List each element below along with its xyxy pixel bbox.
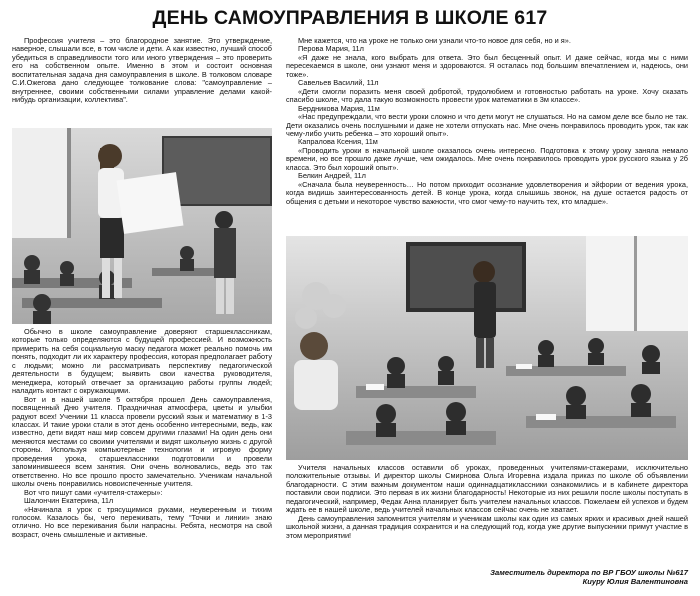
- paragraph: Вот и в нашей школе 5 октября прошел День самоуправления, посвященный Дню учителя. Праздничная атмосфера, цветы и улыбки радуют всех! Ученики 11 класса провели русский язык и математику в 1-3 классах. И такие уроки стали в этот день особенно интересными, ведь, как известно, дети видят наш мир совсем другими глазами! На один день они меняются местами со своими учителями и видят школьную жизнь с другой стороны. Используя компьютерные технологии и игровую форму проведения урока, старшеклассники подготовили и провели запоминившееся всем занятия. Они очень волновались, ведь это так ответственно. Но все прошло просто замечательно. Ученикам начальной школы очень понравились новоиспеченные учителя.: [12, 394, 272, 489]
- paragraph: День самоуправления запомнится учителям и ученикам школы как один из самых ярких и красивых дней нашей школьной жизни, а данная традиция сохранится и на следующий год, когда уже другие выпускники примут участие в этом мероприятии!: [286, 513, 688, 540]
- paragraph: Савельев Василий, 11л: [298, 78, 379, 88]
- paragraph: «Дети смогли поразить меня своей добротой, трудолюбием и готовностью работать на уроке. Хочу сказать спасибо школе, что дала такую возможность провести урок математики в 3м классе».: [286, 86, 688, 105]
- left-column-bottom-text: [12, 328, 272, 539]
- paragraph: Обычно в школе самоуправление доверяют старшеклассникам, которые только определяются с будущей профессией. И возможность примерить на себя социальную маску педагога может реально помочь им понять, подходит ли их характеру профессия, которая предполагает работу с людьми; можно ли рассматривать перспективу педагогической деятельности в будущем; выявить свои качества руководителя, менеджера, который отвечает за организацию работы группы людей; наладить контакт с окружающими.: [12, 327, 272, 396]
- paragraph: Вот что пишут сами «учителя-стажеры»:: [24, 487, 163, 497]
- left-column-top-text: [12, 37, 272, 105]
- paragraph: Шалончин Екатерина, 11л: [24, 496, 114, 506]
- paragraph: «Нас предупреждали, что вести уроки сложно и что дети могут не слушаться. Но на самом деле все было не так. Дети оказались очень послушными и даже не хотели отпускать нас. Мне очень понравилось проводить урок, так как чему-либо учить ребенка – это хороший опыт».: [286, 112, 688, 138]
- paragraph: Учителя начальных классов оставили об уроках, проведенных учителями-стажерами, исключительно положительные отзывы. И директор школы Смирнова Ольга Игоревна издала приказ по школе об объявлении благодарности. С этим важным документом наши одиннадцатиклассники ознакомились и в кабинете директора поставили свои подписи. Это первая в их жизни благодарность! Некоторые из них решили после школы поступать в педагогический, например, Федак Анна планирует быть учителем начальных классов. Пожелаем ей успехов и будем ждать ее в нашей школе, ведь учителей начальных классов сейчас очень не хватает.: [286, 463, 688, 515]
- signature: [490, 568, 688, 586]
- paragraph: «Проводить уроки в начальной школе оказалось очень интересно. Подготовка к этому уроку заняла немало времени, но все прошло даже лучше, чем ожидалось. Мне очень понравилось проводить урок русского языка у 2б класса. Это был хороший опыт».: [286, 145, 688, 172]
- right-column-top-text: [286, 37, 688, 206]
- paragraph: Бердникова Мария, 11м: [298, 103, 380, 113]
- paragraph: «Я даже не знала, кого выбрать для ответа. Это был бесценный опыт. И даже сейчас, когда мы с ними пересекаемся в школе, они узнают меня и здороваются. Я осталась под большим впечатлением и, надеюсь, они тоже».: [286, 52, 688, 79]
- right-column-bottom-text: [286, 464, 688, 540]
- article-title: ДЕНЬ САМОУПРАВЛЕНИЯ В ШКОЛЕ 617: [152, 7, 548, 29]
- paragraph: Капралова Ксения, 11м: [298, 137, 378, 147]
- signature-name: Киуру Юлия Валентиновна: [582, 577, 688, 586]
- paragraph: «Начинала я урок с трясущимися руками, неуверенным и тихим голосом. Казалось бы, чего переживать, тему “Точки и линии» знаю отлично. Но все переживания были напрасны. Ребята, несмотря на свой возраст, очень смышленые и активные.: [12, 504, 272, 539]
- photo-teacher-at-board: [12, 128, 272, 324]
- photo-classroom: [286, 236, 688, 460]
- paragraph: Мне кажется, что на уроке не только они узнали что-то новое для себя, но и я».: [298, 36, 571, 45]
- paragraph: Профессия учителя – это благородное занятие. Это утверждение, наверное, слышали все, в том числе и дети. А как известно, лучший способ убедиться в справедливости того или иного утверждения – это проверить его на собственном опыте. Именно в этом и состоит основная воспитательная задача дня самоуправления в школе. В толковом словаре С.И.Ожегова дано следующее толкование слова: "самоуправление – внутреннее, своими собственными силами управление делами какой-нибудь организации, коллектива".: [12, 36, 272, 105]
- paragraph: Белкин Андрей, 11л: [298, 171, 366, 181]
- signature-position: Заместитель директора по ВР ГБОУ школы №617: [490, 568, 688, 577]
- paragraph: «Сначала была неуверенность… Но потом приходит осознание удовлетворения и эйфории от ведения урока, когда видишь заинтересованность детей. В конце урока, когда слышишь звонок, на душе остается радость от общения с детьми и некоторое чувство важности, что смог чему-то научить тех, кто младше».: [286, 179, 688, 206]
- paragraph: Перова Мария, 11л: [298, 44, 364, 54]
